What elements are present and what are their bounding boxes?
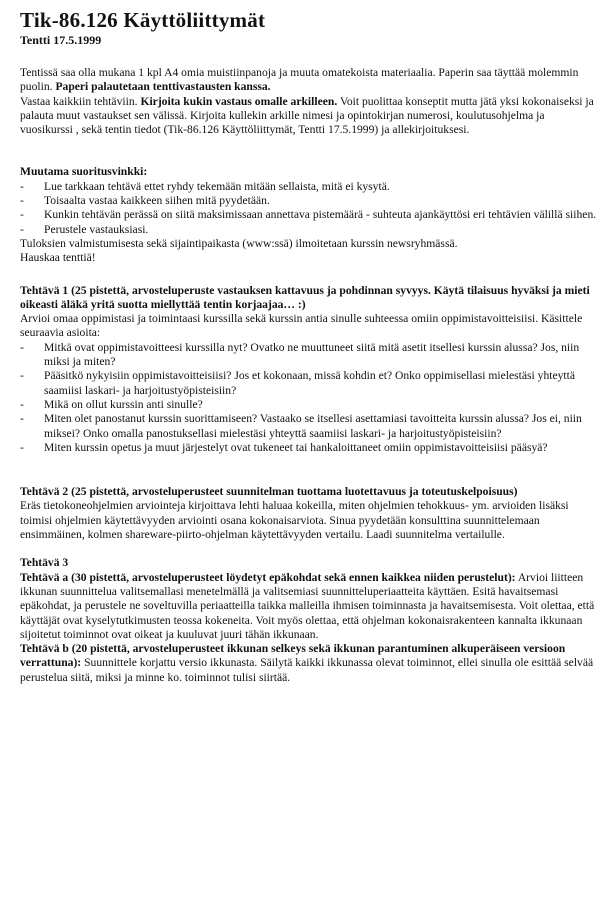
intro-text-2a: Vastaa kaikkiin tehtäviin. [20,94,138,108]
task1-heading: Tehtävä 1 (25 pistettä, arvosteluperuste vastauksen kattavuus ja pohdinnan syvyys. Käytä tilaisuus hyväksi ja mieti oikeasti äläkä yritä suotta miellyttää tentin korjaajaa… :) [20,283,590,311]
intro-bold-2: Kirjoita kukin vastaus omalle arkilleen. [140,94,338,108]
task3a-body: Arvioi liitteen ikkunan suunnittelua valitsemallasi menetelmällä ja valitsemiasi suunnitteluperiaatteita käyttäen. Esitä havaitsemasi epäkohdat, ja perustele ne soveltuvilla periaatteilla taikka malleilla ihmisen toiminnasta ja havaitsemisesta. Voit olettaa, että käyttäjät ovat kyselytutkimusten teossa kokeneita. Voit myös olettaa, että ohjelman kokonaisrakenteen kannalta ikkunaan sijoitetut toiminnot ovat oikeat ja kuuluvat juuri tähän ikkunaan. [20,570,595,641]
list-item-text: Pääsitkö nykyisiin oppimistavoitteisiisi? Jos et kokonaan, missä kohdin et? Onko oppimisellasi mielestäsi yhteyttä saamiisi laskari- ja harjoitustyöpisteisiin? [44,369,576,397]
task1-body: Arvioi omaa oppimistasi ja toimintaasi kurssilla sekä kurssin antia sinulle suhteessa omiin oppimistavoitteisiisi. Käsittele seuraavia asioita: [20,312,583,340]
dash: - [20,208,24,222]
list-item [20,341,598,370]
results-info: Tuloksien valmistumisesta sekä sijaintipaikasta (www:ssä) ilmoitetaan kurssin newsryhmässä. [20,236,458,250]
dash: - [20,194,24,208]
list-item-text: Perustele vastauksiasi. [44,222,149,236]
intro-bold-1: Paperi palautetaan tenttivastausten kanssa. [55,80,271,94]
exam-date: Tentti 17.5.1999 [20,33,102,47]
list-item [20,194,598,208]
greeting: Hauskaa tenttiä! [20,251,96,265]
task3b-heading: Tehtävä b (20 pistettä, arvosteluperusteet ikkunan selkeys sekä ikkunan parantuminen alkuperäiseen versioon verrattuna): [20,642,566,670]
list-item [20,441,598,455]
task2-body: Eräs tietokoneohjelmien arviointeja kirjoittava lehti haluaa kokeilla, miten ohjelmien tehokkuus- ym. arvioiden lisäksi toimisi ohjelmien käytettävyyden arviointi osana kokonaisarviota. Sinua pyydetään konsulttina suunnittelemaan ensimmäinen, kolmen shareware-piirto-ohjelman käytettävyyden vertailu. Laadi suunnitelma vertailulle. [20,499,569,542]
list-item [20,208,598,222]
exam-document [20,8,598,685]
tips-list [20,180,598,237]
dash: - [20,412,24,426]
task3b-body: Suunnittele korjattu versio ikkunasta. Säilytä kaikki ikkunassa olevat toiminnot, ellei sinulla ole esittää selvää perustelua siitä, miksi ja minne ko. toiminnot tulisi siirtää. [20,656,594,684]
task1-list [20,341,598,455]
list-item [20,398,598,412]
dash: - [20,340,24,354]
dash: - [20,440,24,454]
dash: - [20,369,24,383]
intro-text-2b: Voit puolittaa konseptit mutta jätä yksi kokonaiseksi ja palauta muut vastaukset sen välissä. Kirjoita kullekin arkille nimesi ja opintokirjan numerosi, koulutusohjelma ja vuosikurssi , sekä tentin tiedot (Tik-86.126 Käyttöliittymät, Tentti 17.5.1999) ja allekirjoituksesi. [20,94,594,137]
list-item [20,369,598,398]
task3a-heading: Tehtävä a (30 pistettä, arvosteluperusteet löydetyt epäkohdat sekä ennen kaikkea niiden perustelut): [20,570,516,584]
list-item [20,180,598,194]
dash: - [20,179,24,193]
task3b-paragraph [20,642,598,685]
intro-paragraph-1 [20,66,598,95]
list-item-text: Toisaalta vastaa kaikkeen siihen mitä pyydetään. [44,194,270,208]
tips-heading: Muutama suoritusvinkki: [20,165,148,179]
task3a-paragraph [20,571,598,642]
list-item [20,223,598,237]
task2-heading: Tehtävä 2 (25 pistettä, arvosteluperusteet suunnitelman tuottama luotettavuus ja toteutuskelpoisuus) [20,485,518,499]
list-item-text: Miten kurssin opetus ja muut järjestelyt ovat tukeneet tai hankaloittaneet omiin oppimistavoitteisiisi pääsyä? [44,440,548,454]
list-item-text: Mitkä ovat oppimistavoitteesi kurssilla nyt? Ovatko ne muuttuneet siitä mitä asetit itsellesi kurssin alussa? Jos, niin miksi ja miten? [44,340,580,369]
list-item-text: Kunkin tehtävän perässä on siitä maksimissaan annettava pistemäärä - suhteuta ajankäyttösi eri tehtävien välillä siihen. [44,208,597,222]
task3-heading: Tehtävä 3 [20,556,69,570]
intro-text-1: Tentissä saa olla mukana 1 kpl A4 omia muistiinpanoja ja muuta omatekoista materiaalia. Paperin saa täyttää molemmin puolin. [20,66,579,94]
page-title: Tik-86.126 Käyttöliittymät [20,8,266,32]
list-item [20,412,598,441]
list-item-text: Miten olet panostanut kurssin suorittamiseen? Vastaako se itsellesi asettamiasi tavoitteita kurssin alussa? Jos ei, niin miksei? Onko omalla panostuksellasi mielestäsi yhteyttä saamiisi laskari- ja harjoitustyöpisteisiin? [44,412,582,440]
dash: - [20,397,24,411]
list-item-text: Lue tarkkaan tehtävä ettet ryhdy tekemään mitään sellaista, mitä ei kysytä. [44,179,390,193]
dash: - [20,222,24,236]
list-item-text: Mikä on ollut kurssin anti sinulle? [44,397,203,411]
intro-paragraph-2 [20,95,598,138]
